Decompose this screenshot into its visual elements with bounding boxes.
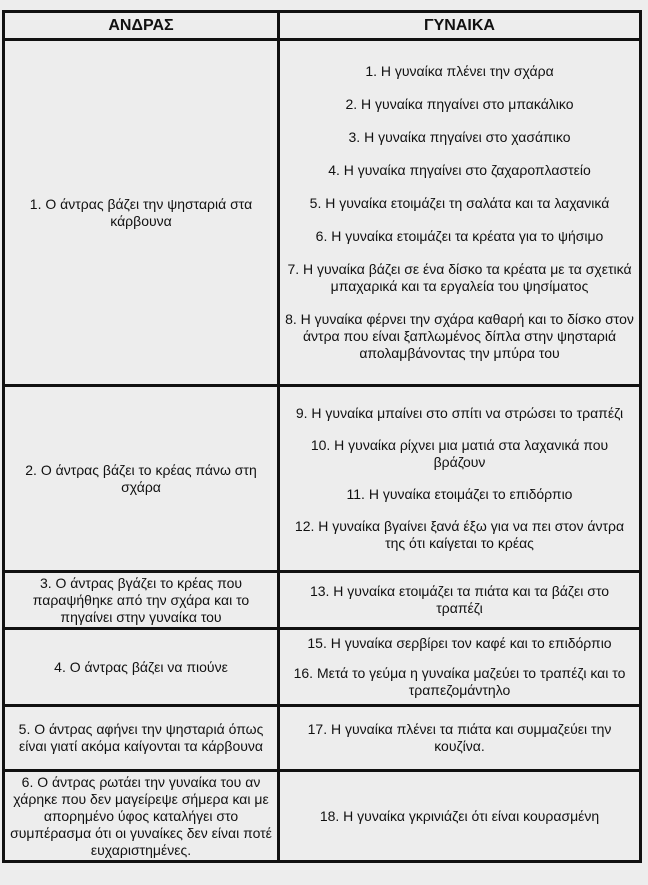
table-row (4, 706, 641, 771)
woman-step: 1. Η γυναίκα πλένει την σχάρα (365, 63, 554, 79)
woman-steps (279, 706, 641, 771)
man-step: 4. Ο άντρας βάζει να πιούνε (4, 629, 279, 706)
woman-steps (279, 40, 641, 386)
woman-step: 8. Η γυναίκα φέρνει την σχάρα καθαρή και το δίσκο στον άντρα που είναι ξαπλωμένος δίπλα στην ψησταριά απολαμβάνοντας την μπύρα του (285, 311, 634, 361)
woman-step: 3. Η γυναίκα πηγαίνει στο χασάπικο (348, 129, 571, 145)
header-man: ΑΝΔΡΑΣ (4, 12, 279, 40)
table-row (4, 386, 641, 572)
table-row (4, 40, 641, 386)
woman-step: 9. Η γυναίκα μπαίνει στο σπίτι να στρώσει το τραπέζι (295, 405, 624, 421)
woman-step: 18. Η γυναίκα γκρινιάζει ότι είναι κουρασμένη (319, 807, 600, 824)
man-step: 3. Ο άντρας βγάζει το κρέας που παραψήθηκε από την σχάρα και το πηγαίνει στην γυναίκα του (4, 572, 279, 629)
woman-step: 5. Η γυναίκα ετοιμάζει τη σαλάτα και τα λαχανικά (309, 195, 610, 211)
table-row (4, 572, 641, 629)
table-row (4, 629, 641, 706)
woman-step: 2. Η γυναίκα πηγαίνει στο μπακάλικο (345, 96, 574, 112)
man-step: 6. Ο άντρας ρωτάει την γυναίκα του αν χάρηκε που δεν μαγείρεψε σήμερα και με απορημένο ύφος καταλήγει στο συμπέρασμα ότι οι γυναίκες δεν είναι ποτέ ευχαριστημένες. (4, 771, 279, 862)
woman-steps (279, 572, 641, 629)
table-row (4, 771, 641, 862)
woman-step: 7. Η γυναίκα βάζει σε ένα δίσκο τα κρέατα με τα σχετικά μπαχαρικά και τα εργαλεία του ψησίματος (287, 261, 632, 294)
woman-steps (279, 771, 641, 862)
man-step: 5. Ο άντρας αφήνει την ψησταριά όπως είναι γιατί ακόμα καίγονται τα κάρβουνα (4, 706, 279, 771)
woman-step: 12. Η γυναίκα βγαίνει ξανά έξω για να πει στον άντρα της ότι καίγεται το κρέας (294, 518, 625, 551)
man-step: 1. Ο άντρας βάζει την ψησταριά στα κάρβουνα (4, 40, 279, 386)
woman-step: 17. Η γυναίκα πλένει τα πιάτα και συμμαζεύει την κουζίνα. (307, 721, 612, 754)
woman-step: 4. Η γυναίκα πηγαίνει στο ζαχαροπλαστείο (328, 162, 591, 178)
woman-step: 10. Η γυναίκα ρίχνει μια ματιά στα λαχανικά που βράζουν (310, 437, 609, 470)
man-step: 2. Ο άντρας βάζει το κρέας πάνω στη σχάρα (4, 386, 279, 572)
woman-step: 13. Η γυναίκα ετοιμάζει τα πιάτα και τα βάζει στο τραπέζι (309, 583, 610, 616)
woman-step: 11. Η γυναίκα ετοιμάζει το επιδόρπιο (346, 486, 573, 502)
woman-step: 15. Η γυναίκα σερβίρει τον καφέ και το επιδόρπιο (307, 635, 612, 651)
chores-table (2, 10, 642, 863)
woman-step: 16. Μετά το γεύμα η γυναίκα μαζεύει το τραπέζι και το τραπεζομάντηλο (293, 665, 626, 698)
woman-steps (279, 629, 641, 706)
woman-steps (279, 386, 641, 572)
header-row (4, 12, 641, 40)
header-woman: ΓΥΝΑΙΚΑ (279, 12, 641, 40)
woman-step: 6. Η γυναίκα ετοιμάζει τα κρέατα για το ψήσιμο (315, 228, 604, 244)
